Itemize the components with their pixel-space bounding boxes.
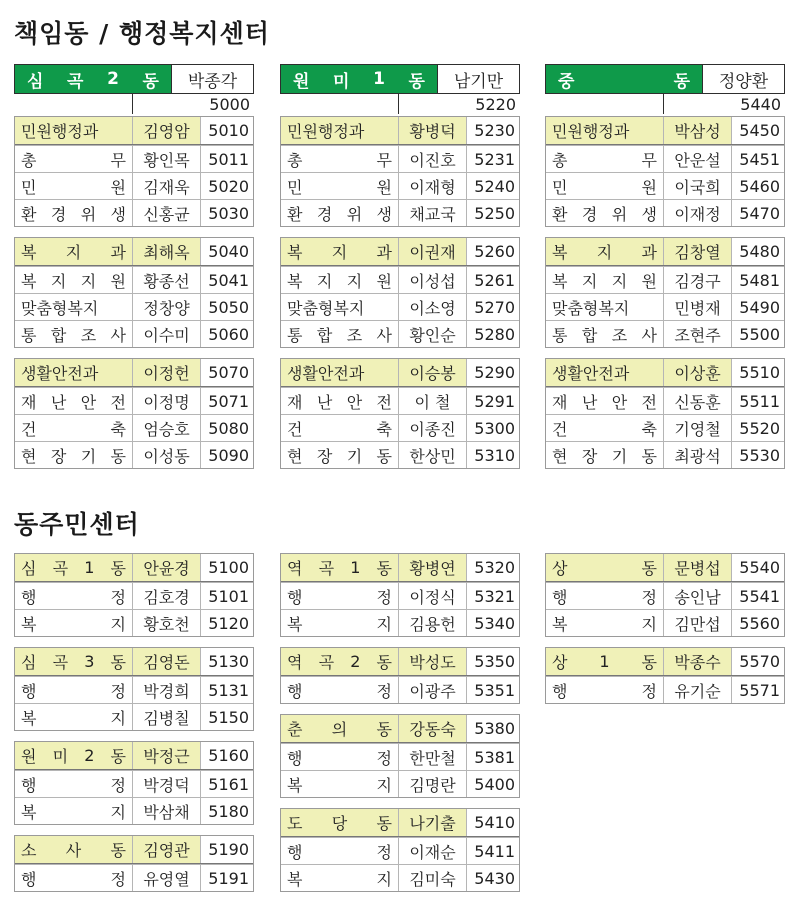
staff-group	[280, 714, 520, 798]
staff-row	[546, 199, 784, 226]
extension-cell: 5131	[208, 680, 249, 700]
hub-header	[545, 64, 785, 94]
dept-cell: 행 정	[15, 865, 133, 891]
name-cell: 황인순	[399, 321, 467, 347]
dept-cell: 행 정	[281, 583, 399, 609]
staff-group	[545, 116, 785, 227]
group-lead-row	[546, 554, 784, 582]
group-lead-row	[281, 359, 519, 387]
name-cell: 이 철	[399, 388, 467, 414]
staff-row	[15, 172, 253, 199]
name-cell: 엄승호	[133, 415, 201, 441]
name-cell: 김만섭	[664, 610, 732, 636]
extension-cell: 5381	[474, 747, 515, 767]
staff-row	[281, 609, 519, 636]
extension-cell: 5470	[739, 203, 780, 223]
extension-cell: 5450	[739, 121, 780, 140]
dept-cell: 민원행정과	[281, 117, 399, 144]
extension-cell: 5041	[208, 270, 249, 290]
name-cell: 안윤경	[133, 554, 201, 581]
staff-group	[14, 237, 254, 348]
staff-row	[15, 676, 253, 703]
extension-cell: 5270	[474, 297, 515, 317]
dept-cell: 행 정	[15, 677, 133, 703]
dept-cell: 복 지 과	[281, 238, 399, 265]
extension-cell: 5130	[208, 652, 249, 671]
staff-row	[281, 743, 519, 770]
extension-cell: 5300	[474, 418, 515, 438]
group-lead-row	[15, 836, 253, 864]
name-cell: 황병덕	[399, 117, 467, 144]
name-cell: 유기순	[664, 677, 732, 703]
extension-cell: 5020	[208, 176, 249, 196]
extension-cell: 5430	[474, 868, 515, 888]
extension-cell: 5571	[739, 680, 780, 700]
name-cell: 이정명	[133, 388, 201, 414]
name-cell: 김재욱	[133, 173, 201, 199]
name-cell: 박삼채	[133, 798, 201, 824]
staff-row	[15, 770, 253, 797]
hub-column	[14, 64, 254, 479]
name-cell: 김창열	[664, 238, 732, 265]
staff-row	[281, 864, 519, 891]
name-cell: 안운설	[664, 146, 732, 172]
hub-name: 심 곡 2 동	[15, 65, 171, 93]
name-cell: 이정식	[399, 583, 467, 609]
group-lead-row	[281, 715, 519, 743]
name-cell: 김영암	[133, 117, 201, 144]
dept-cell: 복 지	[15, 798, 133, 824]
name-cell: 김용헌	[399, 610, 467, 636]
dept-cell: 환 경 위 생	[546, 200, 664, 226]
name-cell: 김미숙	[399, 865, 467, 891]
group-lead-row	[281, 809, 519, 837]
name-cell: 이권재	[399, 238, 467, 265]
staff-group	[14, 116, 254, 227]
staff-group	[545, 237, 785, 348]
staff-row	[281, 676, 519, 703]
extension-cell: 5411	[474, 841, 515, 861]
name-cell: 박성도	[399, 648, 467, 675]
name-cell: 유영열	[133, 865, 201, 891]
dept-cell: 복 지	[15, 704, 133, 730]
extension-cell: 5011	[208, 149, 249, 169]
staff-group	[545, 647, 785, 704]
staff-group	[280, 647, 520, 704]
staff-group	[280, 553, 520, 637]
dept-cell: 총 무	[546, 146, 664, 172]
dept-cell: 복 지	[281, 610, 399, 636]
staff-row	[281, 387, 519, 414]
staff-row	[15, 387, 253, 414]
extension-cell: 5510	[739, 363, 780, 382]
staff-row	[281, 266, 519, 293]
dept-cell: 상 1 동	[546, 648, 664, 675]
extension-cell: 5230	[474, 121, 515, 140]
dept-cell: 통 합 조 사	[281, 321, 399, 347]
name-cell: 이성섭	[399, 267, 467, 293]
dept-cell: 역 곡 2 동	[281, 648, 399, 675]
staff-row	[15, 864, 253, 891]
name-cell: 박정근	[133, 742, 201, 769]
group-lead-row	[15, 238, 253, 266]
extension-cell: 5120	[208, 613, 249, 633]
extension-cell: 5060	[208, 324, 249, 344]
name-cell: 김영관	[133, 836, 201, 863]
staff-group	[280, 116, 520, 227]
staff-row	[15, 145, 253, 172]
dept-cell: 행 정	[281, 744, 399, 770]
hub-main-number: 5000	[209, 95, 250, 114]
extension-cell: 5070	[208, 363, 249, 382]
dept-cell: 도 당 동	[281, 809, 399, 836]
center-column	[14, 553, 254, 902]
extension-cell: 5231	[474, 149, 515, 169]
extension-cell: 5010	[208, 121, 249, 140]
dept-cell: 생활안전과	[546, 359, 664, 386]
dept-cell: 환 경 위 생	[281, 200, 399, 226]
dept-cell: 통 합 조 사	[546, 321, 664, 347]
name-cell: 김영돈	[133, 648, 201, 675]
dept-cell: 심 곡 3 동	[15, 648, 133, 675]
extension-cell: 5071	[208, 391, 249, 411]
dept-cell: 현 장 기 동	[546, 442, 664, 468]
section-title-hubs: 책임동 / 행정복지센터	[14, 19, 270, 48]
staff-row	[281, 293, 519, 320]
staff-group	[545, 553, 785, 637]
name-cell: 황호천	[133, 610, 201, 636]
name-cell: 신홍균	[133, 200, 201, 226]
dept-cell: 환 경 위 생	[15, 200, 133, 226]
staff-group	[545, 358, 785, 469]
dept-cell: 민 원	[281, 173, 399, 199]
name-cell: 이종진	[399, 415, 467, 441]
extension-cell: 5351	[474, 680, 515, 700]
staff-row	[15, 441, 253, 468]
extension-cell: 5250	[474, 203, 515, 223]
staff-row	[546, 266, 784, 293]
extension-cell: 5150	[208, 707, 249, 727]
extension-cell: 5090	[208, 445, 249, 465]
extension-cell: 5340	[474, 613, 515, 633]
extension-cell: 5310	[474, 445, 515, 465]
dept-cell: 행 정	[546, 677, 664, 703]
dept-cell: 재 난 안 전	[15, 388, 133, 414]
dept-cell: 재 난 안 전	[281, 388, 399, 414]
extension-cell: 5191	[208, 868, 249, 888]
staff-group	[14, 741, 254, 825]
extension-cell: 5541	[739, 586, 780, 606]
staff-row	[15, 293, 253, 320]
name-cell: 김병칠	[133, 704, 201, 730]
name-cell: 황종선	[133, 267, 201, 293]
group-lead-row	[546, 648, 784, 676]
hub-head-name: 정양환	[702, 65, 784, 93]
staff-row	[281, 582, 519, 609]
dept-cell: 복 지 지 원	[15, 267, 133, 293]
name-cell: 이상훈	[664, 359, 732, 386]
name-cell: 이재순	[399, 838, 467, 864]
extension-cell: 5261	[474, 270, 515, 290]
dept-cell: 소 사 동	[15, 836, 133, 863]
dept-cell: 춘 의 동	[281, 715, 399, 742]
dept-cell: 원 미 2 동	[15, 742, 133, 769]
group-lead-row	[546, 359, 784, 387]
extension-cell: 5190	[208, 840, 249, 859]
group-lead-row	[281, 648, 519, 676]
dept-cell: 복 지 지 원	[546, 267, 664, 293]
name-cell: 신동훈	[664, 388, 732, 414]
dept-cell: 민 원	[15, 173, 133, 199]
staff-row	[281, 837, 519, 864]
staff-row	[15, 582, 253, 609]
center-column	[280, 553, 520, 902]
dept-cell: 재 난 안 전	[546, 388, 664, 414]
staff-row	[546, 609, 784, 636]
staff-row	[546, 676, 784, 703]
connector-line	[663, 94, 664, 114]
staff-row	[546, 172, 784, 199]
extension-cell: 5481	[739, 270, 780, 290]
dept-cell: 복 지 지 원	[281, 267, 399, 293]
name-cell: 이성동	[133, 442, 201, 468]
name-cell: 나기출	[399, 809, 467, 836]
hub-header	[14, 64, 254, 94]
extension-cell: 5500	[739, 324, 780, 344]
name-cell: 김경구	[664, 267, 732, 293]
hub-header	[280, 64, 520, 94]
extension-cell: 5570	[739, 652, 780, 671]
extension-cell: 5280	[474, 324, 515, 344]
extension-cell: 5100	[208, 558, 249, 577]
name-cell: 이정헌	[133, 359, 201, 386]
group-lead-row	[281, 554, 519, 582]
name-cell: 황병연	[399, 554, 467, 581]
extension-cell: 5560	[739, 613, 780, 633]
name-cell: 강동숙	[399, 715, 467, 742]
extension-cell: 5530	[739, 445, 780, 465]
name-cell: 이승봉	[399, 359, 467, 386]
staff-row	[281, 172, 519, 199]
hub-head-name: 남기만	[437, 65, 519, 93]
name-cell: 이수미	[133, 321, 201, 347]
dept-cell: 생활안전과	[281, 359, 399, 386]
staff-group	[14, 647, 254, 731]
connector-line	[132, 94, 133, 114]
staff-row	[546, 441, 784, 468]
name-cell: 채교국	[399, 200, 467, 226]
connector-line	[398, 94, 399, 114]
staff-group	[280, 237, 520, 348]
dept-cell: 행 정	[281, 677, 399, 703]
dept-cell: 건 축	[15, 415, 133, 441]
dept-cell: 역 곡 1 동	[281, 554, 399, 581]
name-cell: 박경덕	[133, 771, 201, 797]
extension-cell: 5101	[208, 586, 249, 606]
extension-cell: 5451	[739, 149, 780, 169]
dept-cell: 총 무	[281, 146, 399, 172]
staff-row	[15, 609, 253, 636]
group-lead-row	[15, 117, 253, 145]
dept-cell: 총 무	[15, 146, 133, 172]
extension-cell: 5490	[739, 297, 780, 317]
extension-cell: 5350	[474, 652, 515, 671]
dept-cell: 민원행정과	[15, 117, 133, 144]
section-title-centers: 동주민센터	[14, 510, 140, 539]
extension-cell: 5320	[474, 558, 515, 577]
hub-column	[280, 64, 520, 479]
name-cell: 김명란	[399, 771, 467, 797]
dept-cell: 생활안전과	[15, 359, 133, 386]
name-cell: 황인목	[133, 146, 201, 172]
extension-cell: 5161	[208, 774, 249, 794]
name-cell: 김호경	[133, 583, 201, 609]
staff-row	[281, 320, 519, 347]
extension-cell: 5511	[739, 391, 780, 411]
dept-cell: 맞춤형복지	[546, 294, 664, 320]
staff-row	[546, 293, 784, 320]
dept-cell: 맞춤형복지	[15, 294, 133, 320]
name-cell: 한상민	[399, 442, 467, 468]
group-lead-row	[281, 238, 519, 266]
extension-cell: 5050	[208, 297, 249, 317]
name-cell: 최광석	[664, 442, 732, 468]
name-cell: 문병섭	[664, 554, 732, 581]
staff-group	[14, 835, 254, 892]
name-cell: 박삼성	[664, 117, 732, 144]
staff-row	[15, 703, 253, 730]
hub-main-number: 5440	[740, 95, 781, 114]
dept-cell: 건 축	[546, 415, 664, 441]
group-lead-row	[15, 554, 253, 582]
name-cell: 이진호	[399, 146, 467, 172]
hub-name: 중 동	[546, 65, 702, 93]
staff-row	[15, 797, 253, 824]
group-lead-row	[546, 117, 784, 145]
staff-group	[14, 553, 254, 637]
staff-row	[546, 145, 784, 172]
name-cell: 한만철	[399, 744, 467, 770]
staff-row	[15, 414, 253, 441]
dept-cell: 심 곡 1 동	[15, 554, 133, 581]
group-lead-row	[15, 359, 253, 387]
extension-cell: 5080	[208, 418, 249, 438]
name-cell: 이광주	[399, 677, 467, 703]
dept-cell: 행 정	[281, 838, 399, 864]
staff-group	[280, 808, 520, 892]
dept-cell: 복 지	[546, 610, 664, 636]
extension-cell: 5160	[208, 746, 249, 765]
group-lead-row	[15, 648, 253, 676]
hub-main-number: 5220	[475, 95, 516, 114]
staff-row	[15, 320, 253, 347]
center-column	[545, 553, 785, 714]
hub-head-name: 박종각	[171, 65, 253, 93]
dept-cell: 복 지	[281, 865, 399, 891]
name-cell: 정창양	[133, 294, 201, 320]
staff-row	[546, 414, 784, 441]
name-cell: 민병재	[664, 294, 732, 320]
extension-cell: 5380	[474, 719, 515, 738]
extension-cell: 5240	[474, 176, 515, 196]
staff-row	[15, 266, 253, 293]
staff-group	[14, 358, 254, 469]
extension-cell: 5540	[739, 558, 780, 577]
extension-cell: 5410	[474, 813, 515, 832]
hub-name: 원 미 1 동	[281, 65, 437, 93]
group-lead-row	[546, 238, 784, 266]
name-cell: 최해옥	[133, 238, 201, 265]
name-cell: 조현주	[664, 321, 732, 347]
name-cell: 이재정	[664, 200, 732, 226]
dept-cell: 민 원	[546, 173, 664, 199]
staff-row	[281, 770, 519, 797]
staff-row	[15, 199, 253, 226]
staff-row	[546, 320, 784, 347]
staff-row	[546, 582, 784, 609]
extension-cell: 5040	[208, 242, 249, 261]
extension-cell: 5460	[739, 176, 780, 196]
name-cell: 박경희	[133, 677, 201, 703]
dept-cell: 복 지 과	[15, 238, 133, 265]
dept-cell: 현 장 기 동	[281, 442, 399, 468]
dept-cell: 건 축	[281, 415, 399, 441]
extension-cell: 5030	[208, 203, 249, 223]
extension-cell: 5180	[208, 801, 249, 821]
group-lead-row	[281, 117, 519, 145]
dept-cell: 복 지	[15, 610, 133, 636]
group-lead-row	[15, 742, 253, 770]
name-cell: 이재형	[399, 173, 467, 199]
staff-group	[280, 358, 520, 469]
extension-cell: 5290	[474, 363, 515, 382]
dept-cell: 행 정	[15, 771, 133, 797]
staff-row	[281, 414, 519, 441]
name-cell: 박종수	[664, 648, 732, 675]
name-cell: 이소영	[399, 294, 467, 320]
staff-row	[281, 199, 519, 226]
dept-cell: 맞춤형복지	[281, 294, 399, 320]
name-cell: 송인남	[664, 583, 732, 609]
dept-cell: 민원행정과	[546, 117, 664, 144]
dept-cell: 복 지 과	[546, 238, 664, 265]
dept-cell: 행 정	[546, 583, 664, 609]
staff-row	[281, 441, 519, 468]
dept-cell: 현 장 기 동	[15, 442, 133, 468]
name-cell: 이국희	[664, 173, 732, 199]
dept-cell: 통 합 조 사	[15, 321, 133, 347]
dept-cell: 복 지	[281, 771, 399, 797]
extension-cell: 5260	[474, 242, 515, 261]
dept-cell: 행 정	[15, 583, 133, 609]
hub-column	[545, 64, 785, 479]
extension-cell: 5520	[739, 418, 780, 438]
extension-cell: 5321	[474, 586, 515, 606]
extension-cell: 5400	[474, 774, 515, 794]
extension-cell: 5291	[474, 391, 515, 411]
extension-cell: 5480	[739, 242, 780, 261]
dept-cell: 상 동	[546, 554, 664, 581]
name-cell: 기영철	[664, 415, 732, 441]
staff-row	[546, 387, 784, 414]
staff-row	[281, 145, 519, 172]
